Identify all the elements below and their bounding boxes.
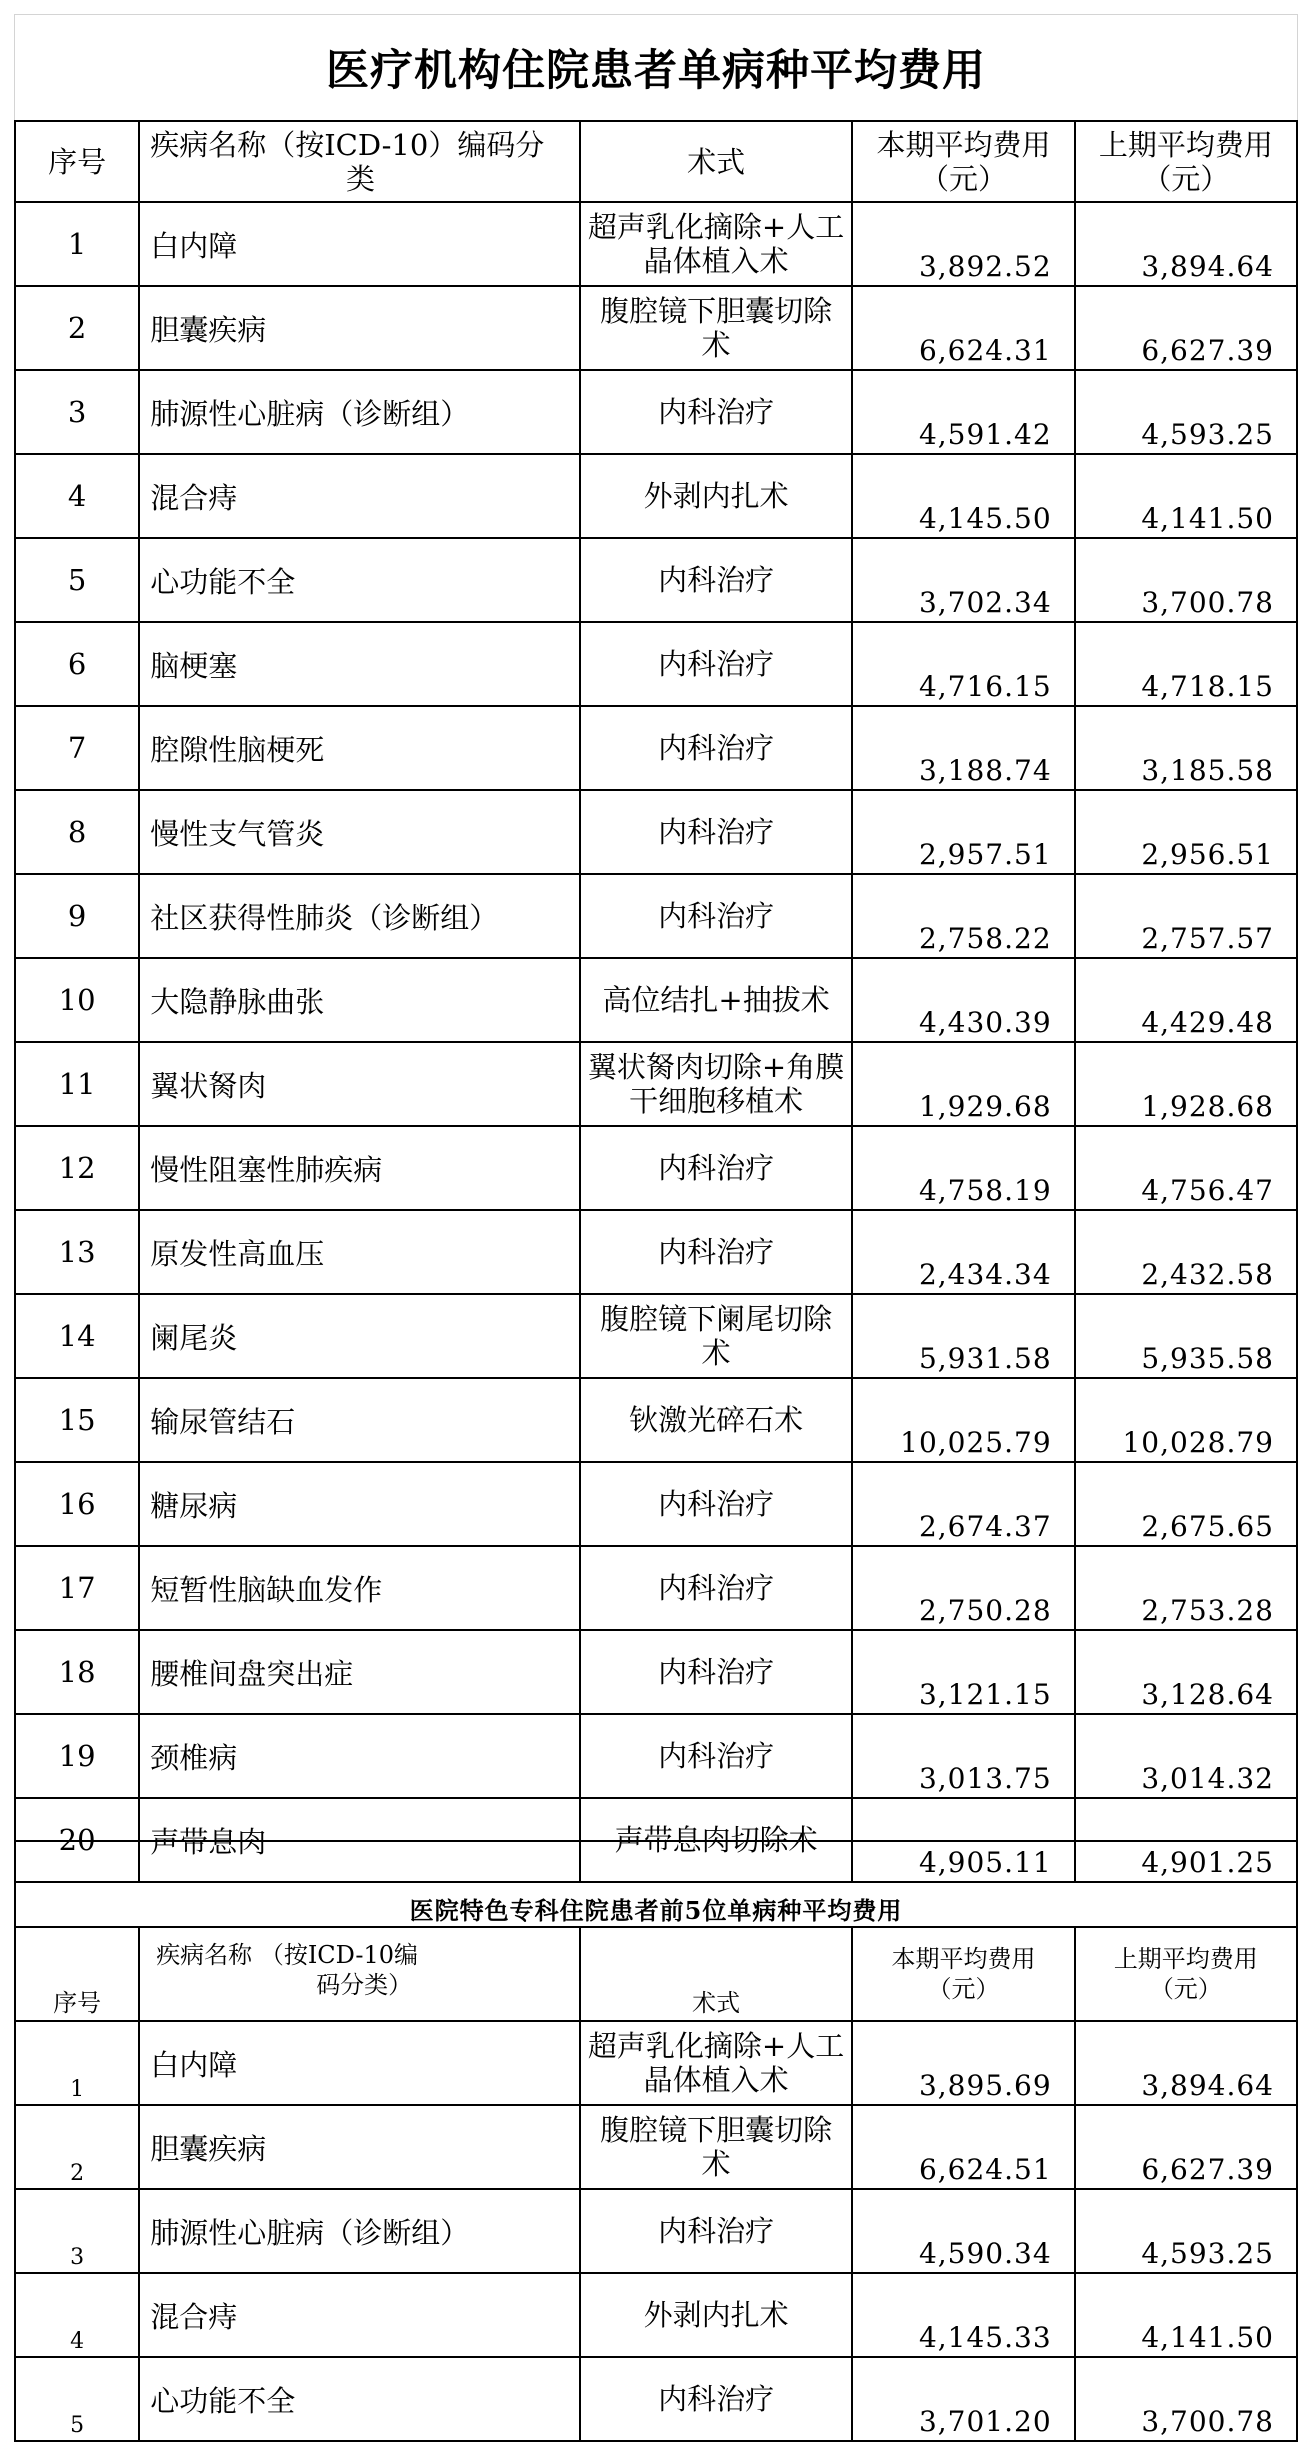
disease-name: 腰椎间盘突出症	[139, 1630, 580, 1714]
previous-average-cost: 2,432.58	[1075, 1210, 1297, 1294]
previous-average-cost: 2,675.65	[1075, 1462, 1297, 1546]
row-index: 18	[15, 1630, 139, 1714]
row-index: 12	[15, 1126, 139, 1210]
current-average-cost: 5,931.58	[852, 1294, 1074, 1378]
previous-average-cost: 1,928.68	[1075, 1042, 1297, 1126]
table-row	[15, 202, 1297, 286]
current-average-cost: 2,957.51	[852, 790, 1074, 874]
row-index: 10	[15, 958, 139, 1042]
disease-name: 肺源性心脏病（诊断组）	[139, 370, 580, 454]
procedure: 腹腔镜下胆囊切除术	[580, 286, 852, 370]
current-average-cost: 2,434.34	[852, 1210, 1074, 1294]
current-average-cost: 6,624.31	[852, 286, 1074, 370]
current-average-cost: 6,624.51	[852, 2105, 1074, 2189]
disease-name: 心功能不全	[139, 2357, 580, 2441]
previous-average-cost: 3,700.78	[1075, 538, 1297, 622]
cost-table-body	[15, 121, 1297, 1882]
previous-average-cost: 4,593.25	[1075, 2189, 1297, 2273]
special-table-row	[15, 2021, 1297, 2105]
special-header-disease-line1: 疾病名称 （按ICD-10编	[156, 1941, 418, 1969]
table-row	[15, 874, 1297, 958]
procedure: 内科治疗	[580, 1462, 852, 1546]
row-index: 15	[15, 1378, 139, 1462]
disease-name: 慢性阻塞性肺疾病	[139, 1126, 580, 1210]
previous-average-cost: 4,593.25	[1075, 370, 1297, 454]
row-index: 13	[15, 1210, 139, 1294]
disease-name: 颈椎病	[139, 1714, 580, 1798]
special-table-row	[15, 2189, 1297, 2273]
special-header-current-line1: 本期平均费用	[891, 1945, 1036, 1973]
cost-table	[14, 120, 1298, 1883]
disease-name: 心功能不全	[139, 538, 580, 622]
current-average-cost: 3,013.75	[852, 1714, 1074, 1798]
previous-average-cost: 4,141.50	[1075, 454, 1297, 538]
special-header-previous-cost	[1075, 1927, 1297, 2021]
special-header-current-cost	[852, 1927, 1074, 2021]
table-row	[15, 1042, 1297, 1126]
procedure: 内科治疗	[580, 790, 852, 874]
procedure: 腹腔镜下阑尾切除术	[580, 1294, 852, 1378]
current-average-cost: 3,121.15	[852, 1630, 1074, 1714]
current-average-cost: 4,591.42	[852, 370, 1074, 454]
current-average-cost: 10,025.79	[852, 1378, 1074, 1462]
header-current-line1: 本期平均费用	[876, 127, 1051, 162]
special-header-current-line2: （元）	[927, 1975, 1000, 2003]
procedure: 内科治疗	[580, 1714, 852, 1798]
special-section-title: 医院特色专科住院患者前5位单病种平均费用	[409, 1896, 903, 1925]
row-index: 2	[15, 2105, 139, 2189]
table-row	[15, 286, 1297, 370]
header-current-line2: （元）	[919, 161, 1007, 196]
procedure: 内科治疗	[580, 538, 852, 622]
row-index: 4	[15, 454, 139, 538]
spreadsheet	[14, 14, 1298, 2438]
disease-name: 糖尿病	[139, 1462, 580, 1546]
page-title: 医疗机构住院患者单病种平均费用	[326, 46, 986, 96]
current-average-cost: 3,701.20	[852, 2357, 1074, 2441]
current-average-cost: 4,716.15	[852, 622, 1074, 706]
current-average-cost: 4,430.39	[852, 958, 1074, 1042]
current-average-cost: 4,905.11	[852, 1798, 1074, 1882]
special-table-row	[15, 2357, 1297, 2441]
current-average-cost: 2,750.28	[852, 1546, 1074, 1630]
previous-average-cost: 4,718.15	[1075, 622, 1297, 706]
previous-average-cost: 3,894.64	[1075, 2021, 1297, 2105]
disease-name: 胆囊疾病	[139, 286, 580, 370]
disease-name: 声带息肉	[139, 1798, 580, 1882]
disease-name: 白内障	[139, 202, 580, 286]
special-section-title-cell	[14, 1840, 1298, 1928]
previous-average-cost: 3,185.58	[1075, 706, 1297, 790]
table-row	[15, 958, 1297, 1042]
current-average-cost: 2,674.37	[852, 1462, 1074, 1546]
procedure: 外剥内扎术	[580, 454, 852, 538]
disease-name: 阑尾炎	[139, 1294, 580, 1378]
procedure: 内科治疗	[580, 1210, 852, 1294]
row-index: 20	[15, 1798, 139, 1882]
procedure: 内科治疗	[580, 2357, 852, 2441]
disease-name: 大隐静脉曲张	[139, 958, 580, 1042]
procedure: 内科治疗	[580, 1126, 852, 1210]
row-index: 6	[15, 622, 139, 706]
row-index: 2	[15, 286, 139, 370]
row-index: 3	[15, 370, 139, 454]
special-cost-table-body	[15, 1927, 1297, 2441]
previous-average-cost: 2,956.51	[1075, 790, 1297, 874]
special-header-previous-line1: 上期平均费用	[1113, 1945, 1258, 1973]
table-row	[15, 1294, 1297, 1378]
procedure: 内科治疗	[580, 874, 852, 958]
table-row	[15, 1210, 1297, 1294]
special-header-previous-line2: （元）	[1149, 1975, 1222, 2003]
current-average-cost: 4,758.19	[852, 1126, 1074, 1210]
procedure: 内科治疗	[580, 1546, 852, 1630]
previous-average-cost: 5,935.58	[1075, 1294, 1297, 1378]
previous-average-cost: 3,894.64	[1075, 202, 1297, 286]
header-disease	[139, 121, 580, 202]
current-average-cost: 3,892.52	[852, 202, 1074, 286]
procedure: 翼状胬肉切除+角膜干细胞移植术	[580, 1042, 852, 1126]
current-average-cost: 3,188.74	[852, 706, 1074, 790]
disease-name: 慢性支气管炎	[139, 790, 580, 874]
previous-average-cost: 3,014.32	[1075, 1714, 1297, 1798]
table-row	[15, 454, 1297, 538]
row-index: 19	[15, 1714, 139, 1798]
special-header-disease-line2: 码分类）	[316, 1971, 413, 1999]
header-previous-line2: （元）	[1142, 161, 1230, 196]
table-row	[15, 1462, 1297, 1546]
row-index: 16	[15, 1462, 139, 1546]
row-index: 11	[15, 1042, 139, 1126]
current-average-cost: 1,929.68	[852, 1042, 1074, 1126]
special-header-disease	[139, 1927, 580, 2021]
current-average-cost: 3,895.69	[852, 2021, 1074, 2105]
procedure: 内科治疗	[580, 622, 852, 706]
previous-average-cost: 10,028.79	[1075, 1378, 1297, 1462]
row-index: 3	[15, 2189, 139, 2273]
row-index: 1	[15, 202, 139, 286]
special-cost-table	[14, 1926, 1298, 2442]
disease-name: 混合痔	[139, 2273, 580, 2357]
header-previous-cost	[1075, 121, 1297, 202]
table-row	[15, 1630, 1297, 1714]
special-header-procedure: 术式	[580, 1927, 852, 2021]
table-row	[15, 706, 1297, 790]
row-index: 17	[15, 1546, 139, 1630]
previous-average-cost: 4,141.50	[1075, 2273, 1297, 2357]
table-row	[15, 1546, 1297, 1630]
procedure: 内科治疗	[580, 1630, 852, 1714]
table-row	[15, 1714, 1297, 1798]
disease-name: 翼状胬肉	[139, 1042, 580, 1126]
procedure: 腹腔镜下胆囊切除术	[580, 2105, 852, 2189]
procedure: 超声乳化摘除+人工晶体植入术	[580, 2021, 852, 2105]
row-index: 5	[15, 538, 139, 622]
disease-name: 腔隙性脑梗死	[139, 706, 580, 790]
row-index: 8	[15, 790, 139, 874]
procedure: 声带息肉切除术	[580, 1798, 852, 1882]
table-row	[15, 538, 1297, 622]
disease-name: 胆囊疾病	[139, 2105, 580, 2189]
header-row	[15, 121, 1297, 202]
disease-name: 肺源性心脏病（诊断组）	[139, 2189, 580, 2273]
previous-average-cost: 6,627.39	[1075, 2105, 1297, 2189]
special-header-index: 序号	[15, 1927, 139, 2021]
previous-average-cost: 2,757.57	[1075, 874, 1297, 958]
current-average-cost: 2,758.22	[852, 874, 1074, 958]
table-row	[15, 1126, 1297, 1210]
header-disease-line2: 类	[346, 161, 376, 196]
current-average-cost: 4,590.34	[852, 2189, 1074, 2273]
header-index: 序号	[15, 121, 139, 202]
disease-name: 短暂性脑缺血发作	[139, 1546, 580, 1630]
previous-average-cost: 4,429.48	[1075, 958, 1297, 1042]
current-average-cost: 3,702.34	[852, 538, 1074, 622]
procedure: 内科治疗	[580, 2189, 852, 2273]
table-row	[15, 370, 1297, 454]
previous-average-cost: 3,128.64	[1075, 1630, 1297, 1714]
special-table-row	[15, 2273, 1297, 2357]
disease-name: 社区获得性肺炎（诊断组）	[139, 874, 580, 958]
current-average-cost: 4,145.50	[852, 454, 1074, 538]
table-row	[15, 790, 1297, 874]
disease-name: 输尿管结石	[139, 1378, 580, 1462]
previous-average-cost: 6,627.39	[1075, 286, 1297, 370]
row-index: 7	[15, 706, 139, 790]
title-cell	[14, 14, 1298, 120]
previous-average-cost: 2,753.28	[1075, 1546, 1297, 1630]
row-index: 5	[15, 2357, 139, 2441]
table-row	[15, 622, 1297, 706]
current-average-cost: 4,145.33	[852, 2273, 1074, 2357]
procedure: 外剥内扎术	[580, 2273, 852, 2357]
procedure: 钬激光碎石术	[580, 1378, 852, 1462]
procedure: 内科治疗	[580, 370, 852, 454]
disease-name: 脑梗塞	[139, 622, 580, 706]
disease-name: 原发性高血压	[139, 1210, 580, 1294]
previous-average-cost: 3,700.78	[1075, 2357, 1297, 2441]
disease-name: 白内障	[139, 2021, 580, 2105]
procedure: 内科治疗	[580, 706, 852, 790]
row-index: 1	[15, 2021, 139, 2105]
special-table-row	[15, 2105, 1297, 2189]
table-row	[15, 1378, 1297, 1462]
procedure: 超声乳化摘除+人工晶体植入术	[580, 202, 852, 286]
row-index: 4	[15, 2273, 139, 2357]
header-previous-line1: 上期平均费用	[1098, 127, 1273, 162]
row-index: 9	[15, 874, 139, 958]
previous-average-cost: 4,901.25	[1075, 1798, 1297, 1882]
previous-average-cost: 4,756.47	[1075, 1126, 1297, 1210]
header-procedure: 术式	[580, 121, 852, 202]
procedure: 高位结扎+抽拔术	[580, 958, 852, 1042]
header-current-cost	[852, 121, 1074, 202]
disease-name: 混合痔	[139, 454, 580, 538]
row-index: 14	[15, 1294, 139, 1378]
header-disease-line1: 疾病名称（按ICD-10）编码分	[150, 127, 545, 162]
special-header-row	[15, 1927, 1297, 2021]
